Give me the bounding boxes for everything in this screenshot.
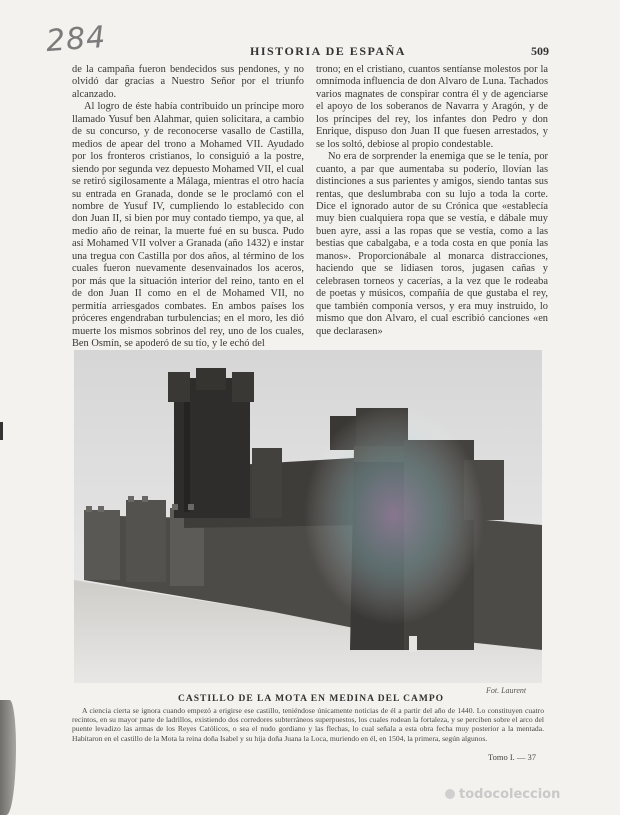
castle-photograph <box>74 350 542 683</box>
watermark-logo-icon <box>445 789 455 799</box>
caption-title: CASTILLO DE LA MOTA EN MEDINA DEL CAMPO <box>178 694 445 704</box>
caption-text: A ciencia cierta se ignora cuando empezó a erigirse ese castillo, teniéndose únicamente noticias de él a partir del año de 1440. Lo constituyen cuatro recintos, en su mayor parte de ladrillos, existiendo dos corredores subterráneos superpuestos, los cuales rodean la fortaleza, y se perciben sobre el arco del puente levadizo las armas de los Reyes Católicos, o sea el nudo gordiano y las flechas, lo cual señala a esta obra fecha muy posterior a la mentada. Habitaron en el castillo de la Mota la reina doña Isabel y su hija doña Juana la Loca, muriendo en él, en 1504, la primera, según algunos. <box>72 706 544 743</box>
paragraph: de la campaña fueron bendecidos sus pendones, y no olvidó dar gracias a Nuestro Señor por el triunfo alcanzado. <box>72 64 304 100</box>
handwritten-page-number: 284 <box>44 19 108 60</box>
watermark <box>445 787 560 802</box>
left-text-column <box>72 64 304 350</box>
right-text-column <box>316 64 548 338</box>
margin-mark <box>0 422 3 440</box>
paragraph: trono; en el cristiano, cuantos sentíanse molestos por la omnímoda influencia de don Alvaro de Luna. Tachados varios magnates de conspirar contra él y de agenciarse el apoyo de los soberanos de Navarra y Aragón, y de los príncipes del rey, los infantes don Pedro y don Enrique, dispuso don Juan II que fuesen arrestados, y se los soltó, debiose al propio condestable. <box>316 64 548 150</box>
volume-signature: Tomo I. — 37 <box>488 752 537 762</box>
watermark-text: todocoleccion <box>459 787 561 802</box>
paragraph: Al logro de éste había contribuido un príncipe moro llamado Yusuf ben Alahmar, quien solicitara, a cambio de su concurso, y de reconocerse vasallo de Castilla, medios de apear del trono a Mohamed VII. Ayudado por los fronteros cristianos, lo consiguió a la postre, siendo por segunda vez depuesto Mohamed VII, el cual se retiró sigilosamente a Málaga, mientras el otro hacía su entrada en Granada, donde se le proclamó con el nombre de Yusuf IV, cumpliendo lo establecido con don Juan II, si bien por muy contado tiempo, ya que, al medio año de reinar, la muerte fué en su busca. Pudo así Mohamed VII volver a Granada (año 1432) e instar una tregua con Castilla por dos años, al término de los cuales fueron nuevamente desenvainados los aceros, por más que la situación interior del reino, tanto en el de don Juan II como en el de Mohamed VII, no permitía arriesgados combates. En ambos países los próceres engendraban turbulencias; en el moro, les dió muerte los mismos sobrinos del rey, uno de los cuales, Ben Osmín, se apoderó de su tío, y le echó del <box>72 101 304 349</box>
paragraph: No era de sorprender la enemiga que se le tenía, por cuanto, a par que aumentaba su poderío, llovían las distinciones a sus parientes y amigos, siendo tantas sus rentas, que deslumbraba con su lujo a toda la corte. Dice el ignorado autor de su Crónica que «establecía muy bien cualquiera ropa que se vestía, e dábale muy buen ayre, assi a las ropas que se vestía, como a las bestias que cabalgaba, e a toda costa en que ponía las manos». Proporcionábale al monarca distracciones, haciendo que se lidiasen toros, jugasen cañas y celebrasen torneos y cacerías, a la vez que le rodeaba de poetas y músicos, compañía de que gustaba el rey, que también componía versos, y era muy instruido, lo mismo que don Alvaro, el cual escribió canciones «en que declarasen» <box>316 151 548 337</box>
castle-illustration <box>74 350 542 683</box>
page-number: 509 <box>531 44 549 58</box>
page-edge-stain <box>0 700 16 815</box>
photo-credit: Fot. Laurent <box>486 686 527 695</box>
running-title: HISTORIA DE ESPAÑA <box>250 44 406 58</box>
